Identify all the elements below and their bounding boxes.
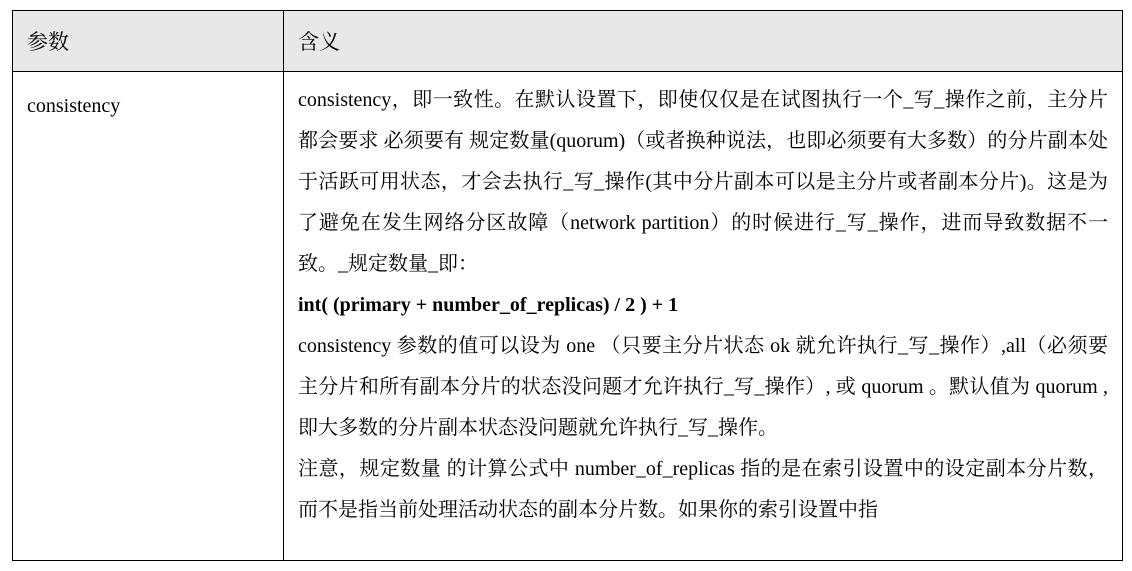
param-cell	[13, 72, 284, 561]
table-row	[13, 72, 1123, 561]
parameter-table	[12, 10, 1123, 561]
header-cell-meaning	[284, 11, 1123, 72]
quorum-formula: int( (primary + number_of_replicas) / 2 ) + 1	[298, 294, 679, 316]
table-header-row	[13, 11, 1123, 72]
meaning-paragraph-1: consistency，即一致性。在默认设置下，即使仅仅是在试图执行一个_写_操作之前，主分片都会要求 必须要有 规定数量(quorum)（或者换种说法，也即必须要有大多数）的分片副本处于活跃可用状态，才会去执行_写_操作(其中分片副本可以是主分片或者副本分片)。这是为了避免在发生网络分区故障（network partition）的时候进行_写_操作，进而导致数据不一致。_规定数量_即：	[298, 89, 1108, 275]
header-meaning-label: 含义	[298, 30, 340, 54]
meaning-paragraph-3: 注意，规定数量 的计算公式中 number_of_replicas 指的是在索引设置中的设定副本分片数，而不是指当前处理活动状态的副本分片数。如果你的索引设置中指	[298, 458, 1108, 521]
param-name: consistency	[27, 95, 121, 117]
header-param-label: 参数	[27, 30, 69, 54]
meaning-paragraph-2: consistency 参数的值可以设为 one （只要主分片状态 ok 就允许执行_写_操作）,all（必须要主分片和所有副本分片的状态没问题才允许执行_写_操作）, 或 quorum 。默认值为 quorum , 即大多数的分片副本状态没问题就允许执行_写_操作。	[298, 335, 1108, 439]
meaning-body	[284, 72, 1122, 560]
header-cell-param	[13, 11, 284, 72]
meaning-cell	[284, 72, 1123, 561]
